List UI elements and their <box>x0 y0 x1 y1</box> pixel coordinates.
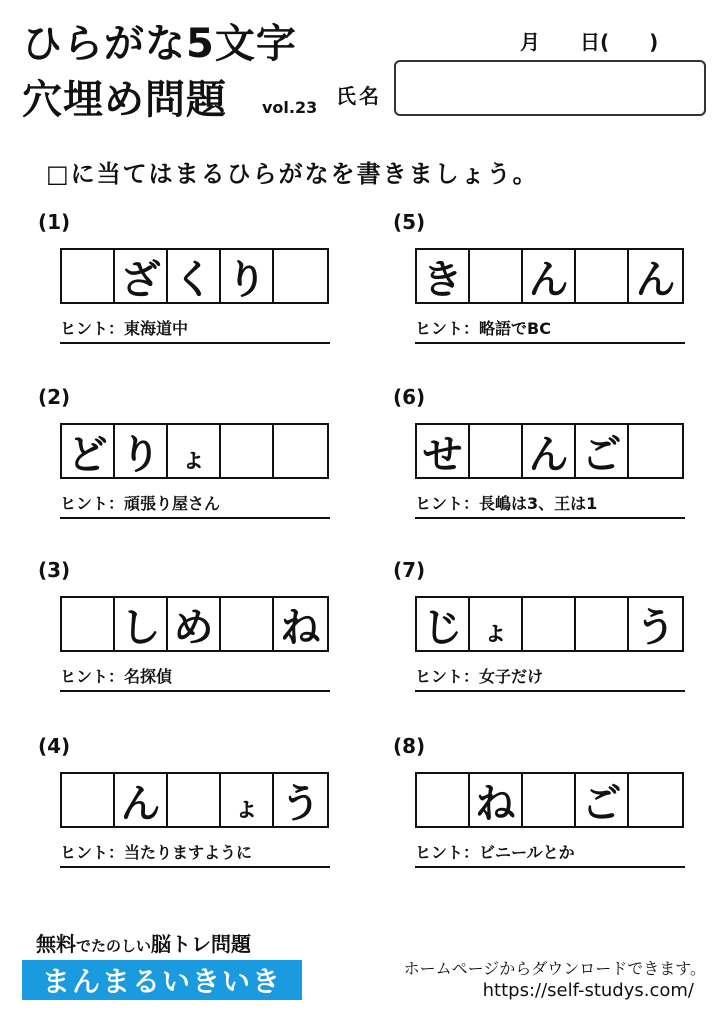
answer-cell[interactable]: り <box>115 425 168 477</box>
answer-grid <box>415 423 684 479</box>
title-line-2: 穴埋め問題 <box>22 77 227 123</box>
answer-cell[interactable] <box>274 250 327 302</box>
answer-cell[interactable]: し <box>115 598 168 650</box>
answer-grid <box>60 772 329 828</box>
answer-cell[interactable] <box>470 250 523 302</box>
answer-cell[interactable]: ど <box>62 425 115 477</box>
answer-cell[interactable]: ね <box>280 604 321 651</box>
instruction-text: □に当てはまるひらがなを書きましょう。 <box>46 160 539 188</box>
question-number: (2) <box>38 385 71 409</box>
answer-cell[interactable]: ざ <box>115 250 168 302</box>
hint-text: ヒント：頑張り屋さん <box>60 491 330 519</box>
question-1 <box>38 210 340 360</box>
answer-cell[interactable] <box>576 250 629 302</box>
question-number: (4) <box>38 734 71 758</box>
hint-text: ヒント：略語でBC <box>415 316 685 344</box>
answer-cell[interactable]: く <box>168 250 221 302</box>
answer-cell[interactable]: ん <box>115 774 168 826</box>
hint-text: ヒント：名探偵 <box>60 664 330 692</box>
question-number: (3) <box>38 558 71 582</box>
brand-tagline-c: 脳トレ問題 <box>151 932 252 956</box>
answer-cell[interactable]: ご <box>576 425 629 477</box>
answer-cell[interactable] <box>629 425 682 477</box>
answer-cell[interactable] <box>629 774 682 826</box>
answer-cell[interactable] <box>470 425 523 477</box>
answer-grid <box>60 248 329 304</box>
answer-cell[interactable]: ね <box>470 774 523 826</box>
question-number: (8) <box>393 734 426 758</box>
answer-cell[interactable] <box>417 774 470 826</box>
hint-text: ヒント：長嶋は3、王は1 <box>415 491 685 519</box>
question-8 <box>393 734 695 884</box>
question-4 <box>38 734 340 884</box>
answer-cell[interactable]: ん <box>635 256 676 303</box>
brand-tagline-a: 無料 <box>36 932 76 956</box>
brand-tagline <box>36 928 251 957</box>
question-number: (7) <box>393 558 426 582</box>
answer-cell[interactable] <box>523 598 576 650</box>
answer-cell[interactable]: う <box>635 604 676 651</box>
answer-grid <box>415 248 684 304</box>
brand-logo: まんまるいきいき <box>22 960 302 1000</box>
answer-cell[interactable]: ょ <box>470 598 523 650</box>
question-2 <box>38 385 340 535</box>
question-number: (6) <box>393 385 426 409</box>
question-5 <box>393 210 695 360</box>
answer-grid <box>415 772 684 828</box>
title-line-1: ひらがな5文字 <box>22 21 297 67</box>
answer-cell[interactable]: き <box>417 250 470 302</box>
answer-cell[interactable] <box>523 774 576 826</box>
hint-text: ヒント：当たりますように <box>60 840 330 868</box>
download-note: ホームページからダウンロードできます。 <box>403 959 706 978</box>
site-url[interactable]: https://self-studys.com/ <box>482 980 694 1001</box>
brand-tagline-b: でたのしい <box>76 937 152 955</box>
answer-grid <box>60 423 329 479</box>
answer-grid <box>415 596 684 652</box>
date-field: 月 日( ) <box>520 30 659 54</box>
answer-cell[interactable] <box>62 774 115 826</box>
answer-cell[interactable] <box>576 598 629 650</box>
question-3 <box>38 558 340 708</box>
answer-cell[interactable]: め <box>168 598 221 650</box>
answer-cell[interactable] <box>274 425 327 477</box>
answer-cell[interactable] <box>221 425 274 477</box>
answer-cell[interactable]: せ <box>417 425 470 477</box>
answer-cell[interactable] <box>221 598 274 650</box>
answer-cell[interactable]: ょ <box>221 774 274 826</box>
hint-text: ヒント：東海道中 <box>60 316 330 344</box>
answer-cell[interactable]: ん <box>523 250 576 302</box>
answer-cell[interactable]: じ <box>417 598 470 650</box>
name-label: 氏名 <box>336 84 382 108</box>
answer-cell[interactable]: ご <box>576 774 629 826</box>
answer-cell[interactable] <box>62 250 115 302</box>
answer-cell[interactable]: ょ <box>168 425 221 477</box>
question-number: (5) <box>393 210 426 234</box>
hint-text: ヒント：ビニールとか <box>415 840 685 868</box>
volume-label: vol.23 <box>262 98 318 117</box>
question-number: (1) <box>38 210 71 234</box>
answer-cell[interactable]: り <box>221 250 274 302</box>
answer-cell[interactable]: う <box>280 780 321 827</box>
question-6 <box>393 385 695 535</box>
answer-cell[interactable] <box>168 774 221 826</box>
answer-grid <box>60 596 329 652</box>
answer-cell[interactable] <box>62 598 115 650</box>
question-7 <box>393 558 695 708</box>
name-input-box[interactable] <box>394 60 706 116</box>
answer-cell[interactable]: ん <box>523 425 576 477</box>
hint-text: ヒント：女子だけ <box>415 664 685 692</box>
